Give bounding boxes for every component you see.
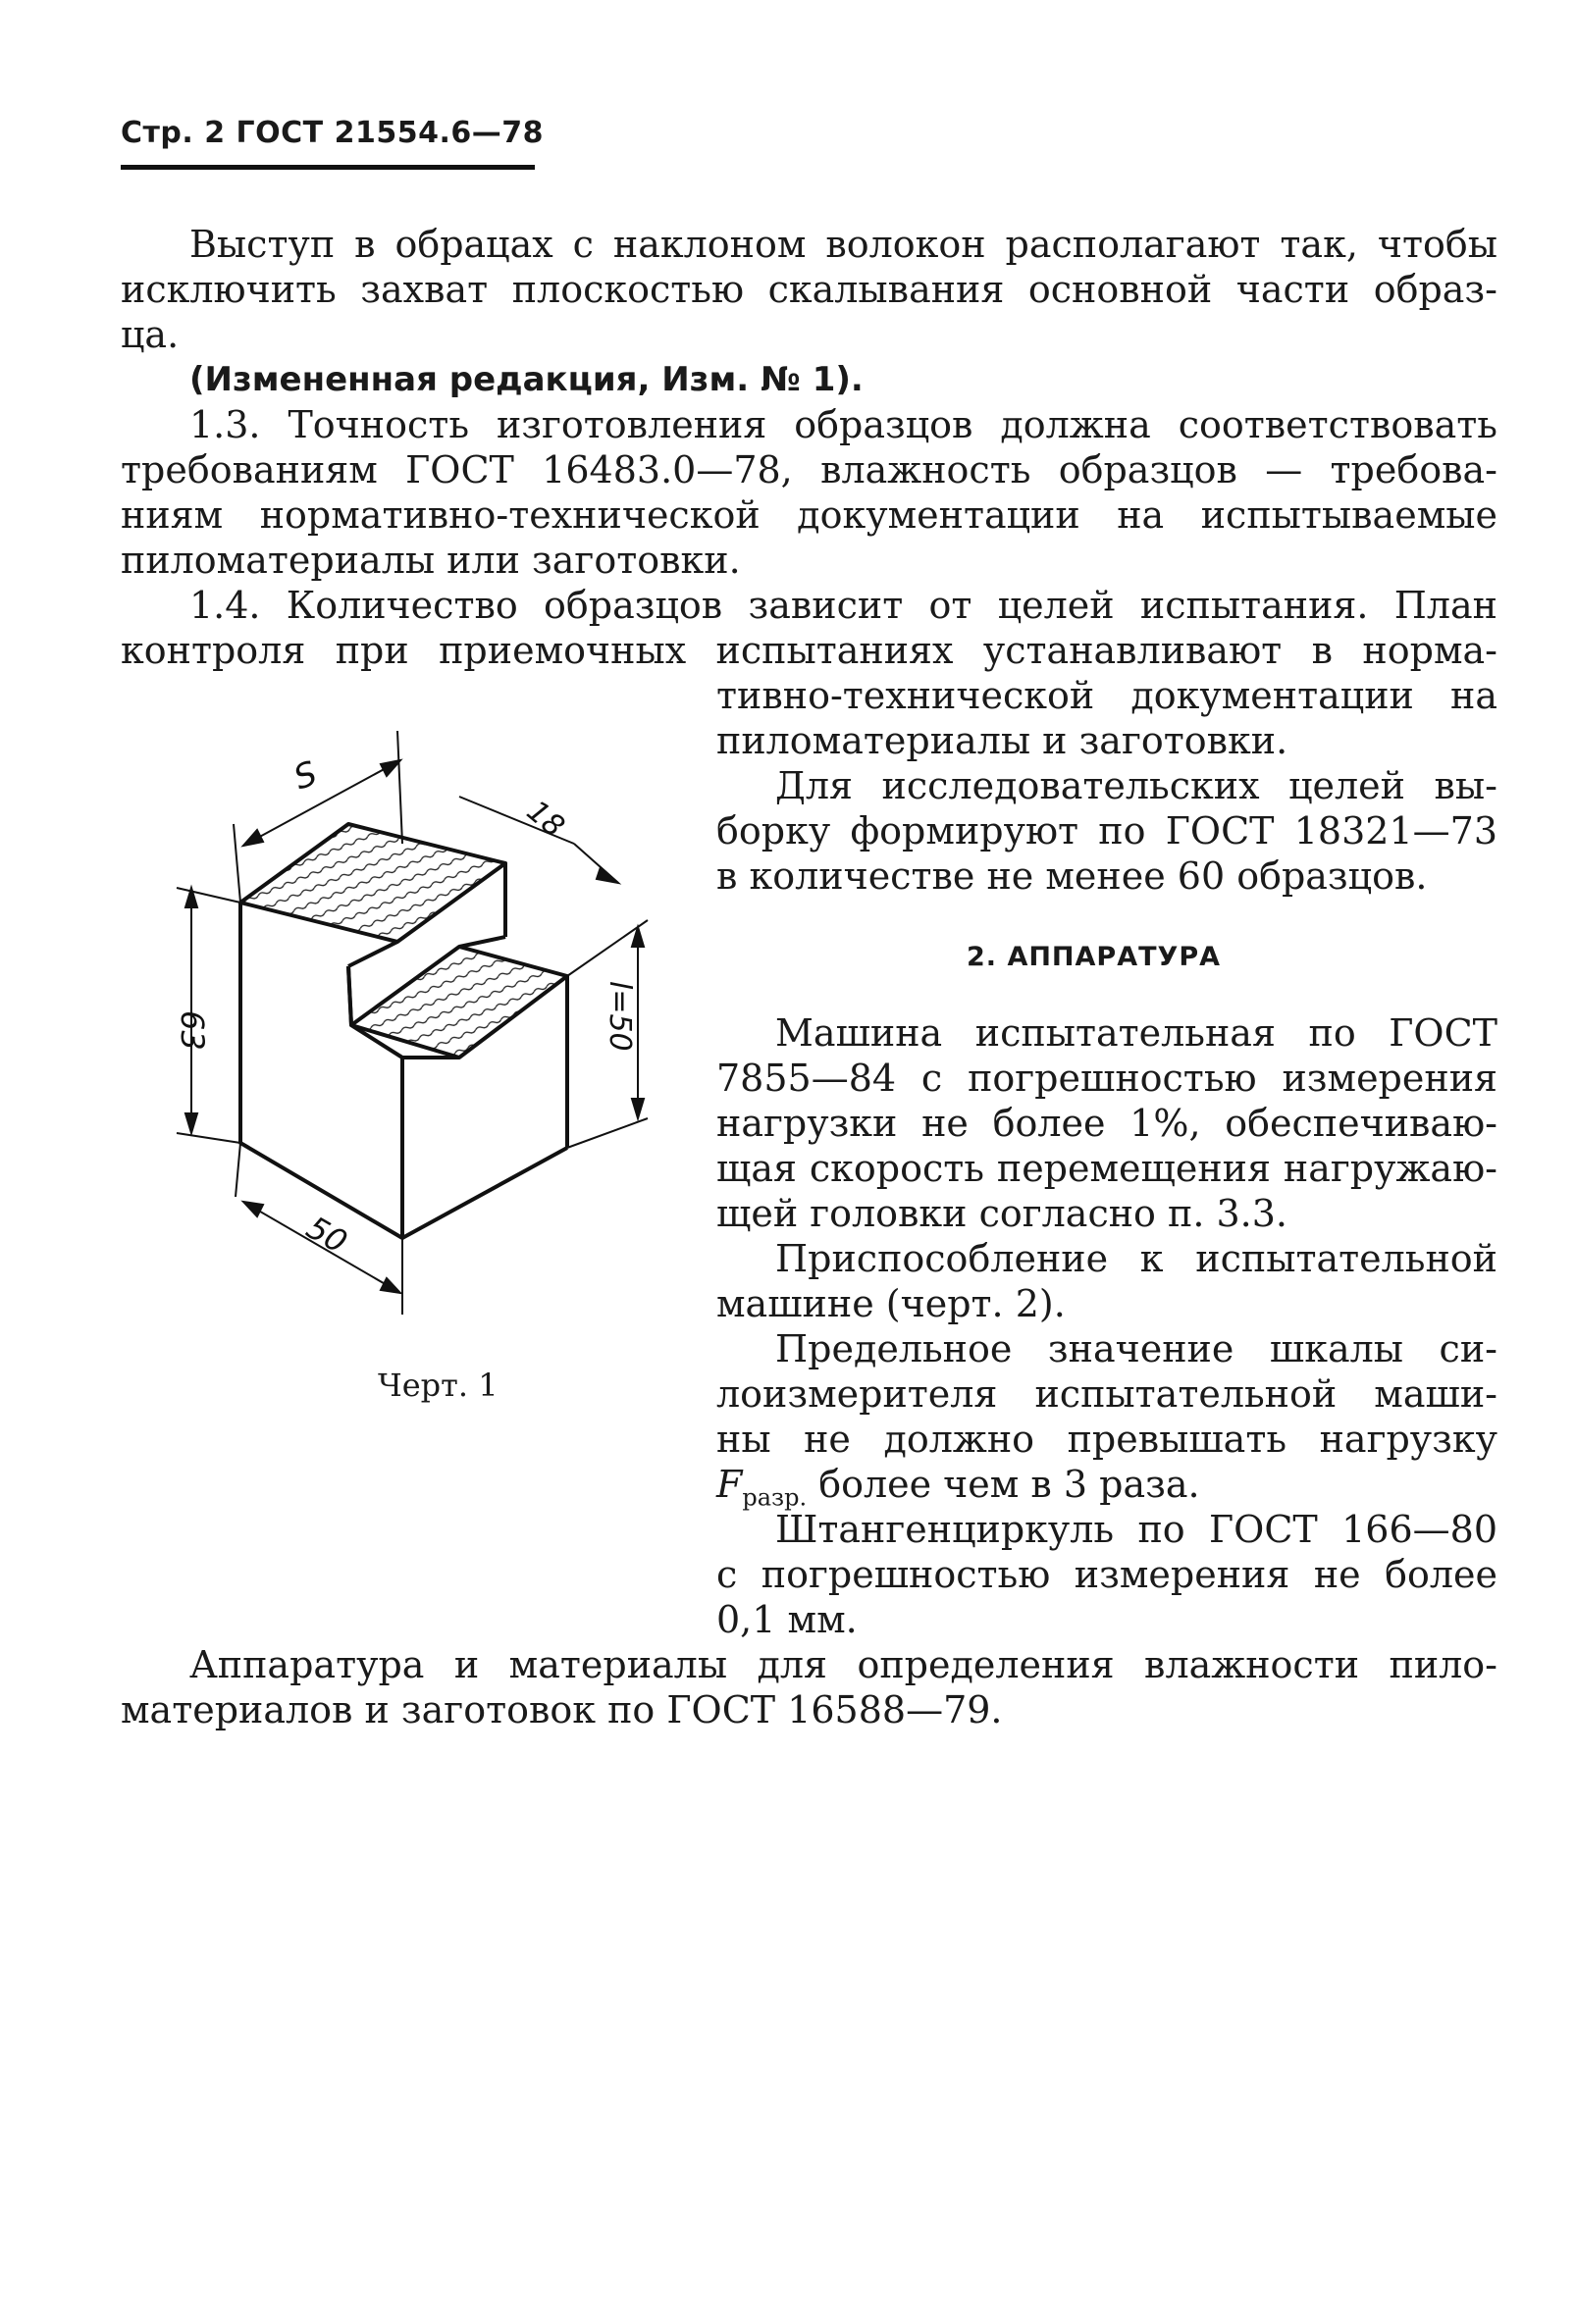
s2-e2: материалов и заготовок по ГОСТ 16588—79. <box>121 1688 1003 1731</box>
intro-line-2: исключить захват плоскостью скалывания основной части образ- <box>121 268 1497 311</box>
s2-a3: нагрузки не более 1%, обеспечиваю- <box>716 1102 1497 1145</box>
s2-d1: Штангенциркуль по ГОСТ 166—80 <box>775 1508 1497 1551</box>
section-heading: 2. АППАРАТУРА <box>967 942 1222 972</box>
p13-line-1: 1.3. Точность изготовления образцов должна соответствовать <box>189 403 1497 446</box>
specimen-drawing <box>137 706 687 1354</box>
header-rule <box>121 165 535 170</box>
s2-c1: Предельное значение шкалы си- <box>775 1327 1497 1370</box>
force-symbol: F <box>716 1463 743 1506</box>
figure-caption: Черт. 1 <box>378 1367 499 1404</box>
page-header: Стр. 2 ГОСТ 21554.6—78 <box>121 116 544 150</box>
s2-a1: Машина испытательная по ГОСТ <box>775 1011 1497 1055</box>
p14-line-2: контроля при приемочных испытаниях устанавливают в норма- <box>121 629 1497 672</box>
p13-line-4: пиломатериалы или заготовки. <box>121 539 741 582</box>
force-subscript: разр. <box>742 1483 808 1512</box>
dim-label-50: 50 <box>300 1209 354 1262</box>
s2-a4: щая скорость перемещения нагружаю- <box>716 1147 1497 1190</box>
s2-b2: машине (черт. 2). <box>716 1282 1066 1325</box>
intro-line-3: ца. <box>121 313 180 356</box>
p13-line-3: ниям нормативно-технической документации на испытываемые <box>121 493 1497 537</box>
p14-line-7: в количестве не менее 60 образцов. <box>716 854 1428 898</box>
lower-step-top-face <box>351 947 567 1058</box>
s2-d3: 0,1 мм. <box>716 1598 858 1641</box>
p14-line-4: пиломатериалы и заготовки. <box>716 719 1288 762</box>
dim-label-l50: l=50 <box>603 981 637 1052</box>
p13-line-2: требованиям ГОСТ 16483.0—78, влажность образцов — требова- <box>121 448 1497 491</box>
s2-d2: с погрешностью измерения не более <box>716 1553 1497 1596</box>
amendment-note: (Измененная редакция, Изм. № 1). <box>189 360 864 399</box>
s2-b1: Приспособление к испытательной <box>775 1237 1497 1280</box>
s2-a5: щей головки согласно п. 3.3. <box>716 1192 1288 1235</box>
s2-c3: ны не должно превышать нагрузку <box>716 1418 1497 1461</box>
p14-line-6: борку формируют по ГОСТ 18321—73 <box>716 809 1497 852</box>
p14-line-3: тивно-технической документации на <box>716 674 1497 717</box>
s2-a2: 7855—84 с погрешностью измерения <box>716 1057 1497 1100</box>
dim-label-s: S <box>289 753 323 799</box>
dim-label-18: 18 <box>519 794 571 845</box>
p14-line-5: Для исследовательских целей вы- <box>775 764 1497 807</box>
s2-c4-rest: более чем в 3 раза. <box>807 1463 1200 1506</box>
s2-c2: лоизмерителя испытательной маши- <box>716 1372 1497 1416</box>
p14-line-1: 1.4. Количество образцов зависит от целей испытания. План <box>189 584 1497 627</box>
upper-step-top-face <box>240 824 505 942</box>
s2-e1: Аппаратура и материалы для определения влажности пило- <box>189 1643 1497 1686</box>
dim-label-63: 63 <box>174 1010 211 1051</box>
intro-line-1: Выступ в обрацах с наклоном волокон располагают так, чтобы <box>189 223 1497 266</box>
